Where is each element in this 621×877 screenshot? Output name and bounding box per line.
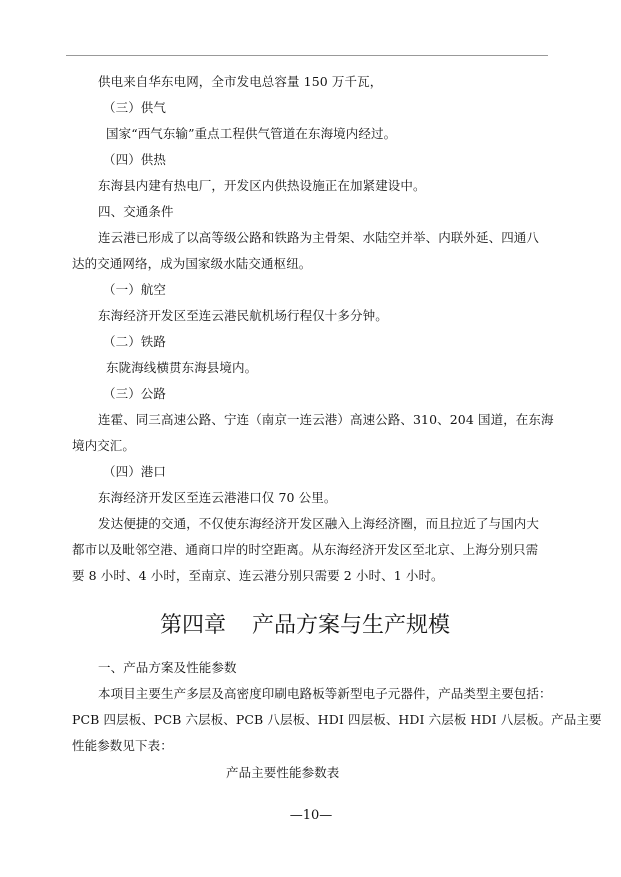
section-heading-products: 一、产品方案及性能参数: [98, 660, 237, 675]
paragraph-line: 发达便捷的交通，不仅使东海经济开发区融入上海经济圈，而且拉近了与国内大: [98, 516, 540, 531]
subheading-railway: （二）铁路: [103, 334, 167, 349]
chapter-name: 产品方案与生产规模: [252, 613, 451, 638]
table-caption: 产品主要性能参数表: [226, 765, 340, 780]
paragraph-line: 都市以及毗邻空港、通商口岸的时空距离。从东海经济开发区至北京、上海分别只需: [72, 542, 539, 557]
subheading-aviation: （一）航空: [103, 282, 167, 297]
paragraph-line: 东海经济开发区至连云港民航机场行程仅十多分钟。: [98, 308, 388, 323]
subheading-gas-supply: （三）供气: [103, 100, 167, 115]
paragraph-line: 连霍、同三高速公路、宁连（南京一连云港）高速公路、310、204 国道，在东海: [98, 412, 554, 427]
chapter-number: 第四章: [160, 613, 227, 638]
paragraph-line: 要 8 小时、4 小时，至南京、连云港分别只需要 2 小时、1 小时。: [72, 568, 444, 583]
paragraph-line: 性能参数见下表：: [72, 738, 173, 753]
paragraph-line: 国家“西气东输”重点工程供气管道在东海境内经过。: [106, 126, 397, 141]
subheading-highway: （三）公路: [103, 386, 167, 401]
chapter-title: [160, 612, 460, 640]
paragraph-line: 东陇海线横贯东海县境内。: [106, 360, 258, 375]
subheading-port: （四）港口: [103, 464, 167, 479]
paragraph-line: PCB 四层板、PCB 六层板、PCB 八层板、HDI 四层板、HDI 六层板 HDI 八层板。产品主要: [72, 712, 602, 727]
paragraph-line: 东海县内建有热电厂，开发区内供热设施正在加紧建设中。: [98, 178, 426, 193]
paragraph-line: 供电来自华东电网，全市发电总容量 150 万千瓦，: [98, 74, 383, 89]
paragraph-line: 境内交汇。: [72, 438, 136, 453]
page-number: —10—: [289, 808, 333, 823]
paragraph-line: 本项目主要生产多层及高密度印刷电路板等新型电子元器件，产品类型主要包括：: [98, 686, 552, 701]
header-divider: [66, 55, 548, 56]
paragraph-line: 东海经济开发区至连云港港口仅 70 公里。: [98, 490, 337, 505]
section-heading-transport: 四、交通条件: [98, 204, 174, 219]
paragraph-line: 连云港已形成了以高等级公路和铁路为主骨架、水陆空并举、内联外延、四通八: [98, 230, 540, 245]
paragraph-line: 达的交通网络，成为国家级水陆交通枢纽。: [72, 256, 312, 271]
subheading-heat-supply: （四）供热: [103, 152, 167, 167]
